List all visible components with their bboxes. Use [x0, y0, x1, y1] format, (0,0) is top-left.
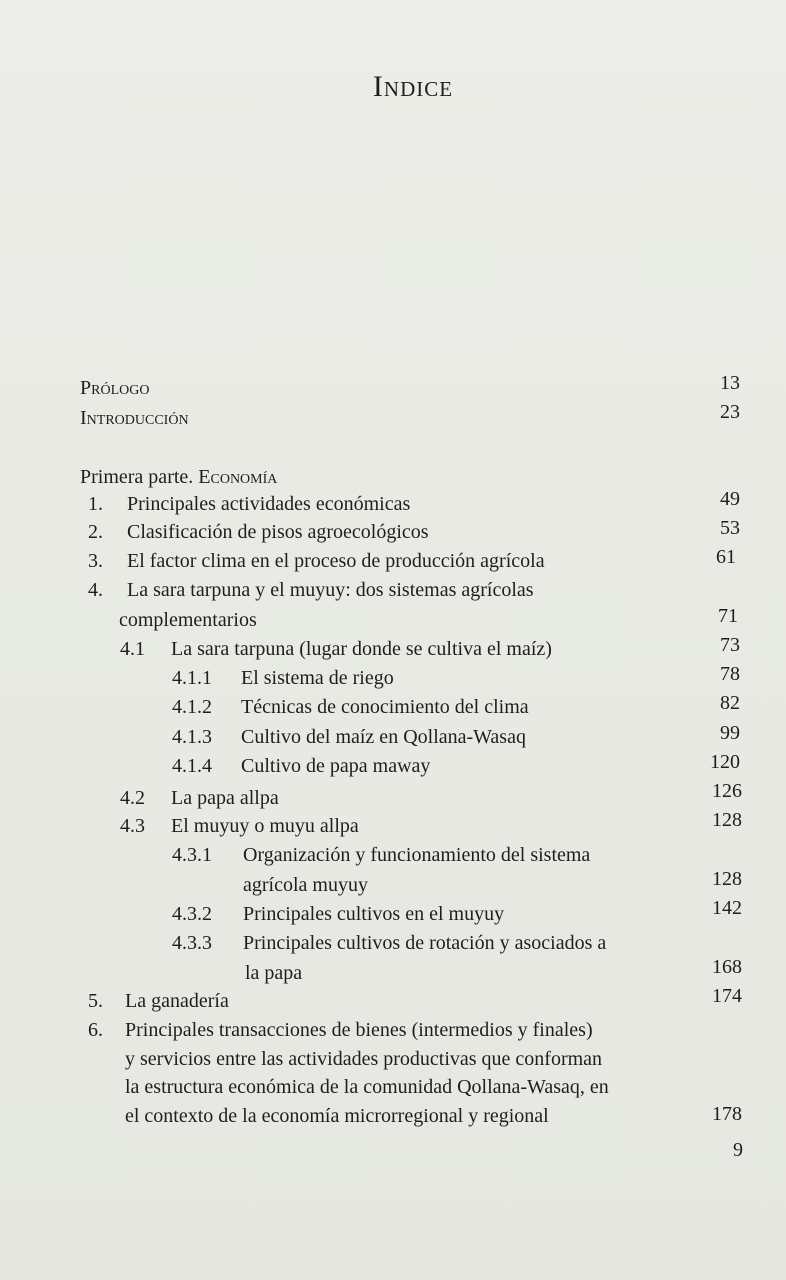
- toc-number: 5.: [88, 990, 103, 1012]
- toc-page: 61: [716, 546, 736, 568]
- toc-entry: La ganadería: [125, 990, 229, 1012]
- toc-page: 82: [720, 692, 740, 714]
- toc-number: 4.3: [120, 815, 145, 837]
- toc-number: 6.: [88, 1019, 103, 1041]
- page-number: 9: [733, 1139, 743, 1161]
- toc-entry: La sara tarpuna (lugar donde se cultiva el maíz): [171, 638, 552, 660]
- toc-page: 99: [720, 722, 740, 744]
- toc-page: 78: [720, 663, 740, 685]
- toc-page: 49: [720, 488, 740, 510]
- toc-entry: La sara tarpuna y el muyuy: dos sistemas agrícolas: [127, 579, 534, 601]
- toc-entry: El muyuy o muyu allpa: [171, 815, 359, 837]
- toc-page: 178: [712, 1103, 742, 1125]
- toc-entry: Principales cultivos en el muyuy: [243, 903, 505, 925]
- toc-number: 4.1.3: [172, 726, 212, 748]
- toc-entry: El sistema de riego: [241, 667, 394, 689]
- toc-entry-introduction: Introducción: [80, 407, 189, 429]
- toc-entry: Cultivo del maíz en Qollana-Wasaq: [241, 726, 526, 748]
- part-name: Economía: [198, 466, 278, 488]
- toc-page: 73: [720, 634, 740, 656]
- toc-page: 71: [718, 605, 738, 627]
- toc-page: 174: [712, 985, 742, 1007]
- toc-entry: El factor clima en el proceso de producción agrícola: [127, 550, 545, 572]
- toc-page: 142: [712, 897, 742, 919]
- toc-entry: La papa allpa: [171, 787, 279, 809]
- toc-entry-prologue: Prólogo: [80, 377, 150, 399]
- toc-entry: Clasificación de pisos agroecológicos: [127, 521, 429, 543]
- toc-number: 4.1.4: [172, 755, 212, 777]
- toc-number: 4.1: [120, 638, 145, 660]
- toc-page: 126: [712, 780, 742, 802]
- toc-number: 4.1.2: [172, 696, 212, 718]
- toc-number: 4.3.3: [172, 932, 212, 954]
- toc-page-prologue: 13: [720, 372, 740, 394]
- toc-entry: Organización y funcionamiento del sistema: [243, 844, 591, 866]
- toc-page: 128: [712, 809, 742, 831]
- toc-number: 2.: [88, 521, 103, 543]
- toc-number: 4.2: [120, 787, 145, 809]
- toc-entry-continued: agrícola muyuy: [243, 874, 368, 896]
- toc-entry-continued: la estructura económica de la comunidad Qollana-Wasaq, en: [125, 1076, 609, 1098]
- toc-entry: Técnicas de conocimiento del clima: [241, 696, 529, 718]
- page-title: Indice: [372, 70, 454, 103]
- toc-number: 4.3.2: [172, 903, 212, 925]
- toc-number: 3.: [88, 550, 103, 572]
- toc-entry-continued: el contexto de la economía microrregional y regional: [125, 1105, 549, 1127]
- toc-entry: Principales actividades económicas: [127, 493, 411, 515]
- toc-number: 4.: [88, 579, 103, 601]
- toc-number: 4.3.1: [172, 844, 212, 866]
- toc-number: 4.1.1: [172, 667, 212, 689]
- toc-entry: Cultivo de papa maway: [241, 755, 431, 777]
- toc-page: 168: [712, 956, 742, 978]
- toc-page: 120: [710, 751, 740, 773]
- toc-entry: Principales cultivos de rotación y asociados a: [243, 932, 607, 954]
- toc-entry-continued: complementarios: [119, 609, 257, 631]
- toc-entry-continued: y servicios entre las actividades productivas que conforman: [125, 1048, 603, 1070]
- toc-entry: Principales transacciones de bienes (intermedios y finales): [125, 1019, 593, 1041]
- toc-page: 53: [720, 517, 740, 539]
- part-heading: [80, 467, 277, 487]
- part-prefix: Primera parte.: [80, 466, 194, 488]
- toc-page-introduction: 23: [720, 401, 740, 423]
- toc-number: 1.: [88, 493, 103, 515]
- toc-page: 128: [712, 868, 742, 890]
- toc-entry-continued: la papa: [245, 962, 303, 984]
